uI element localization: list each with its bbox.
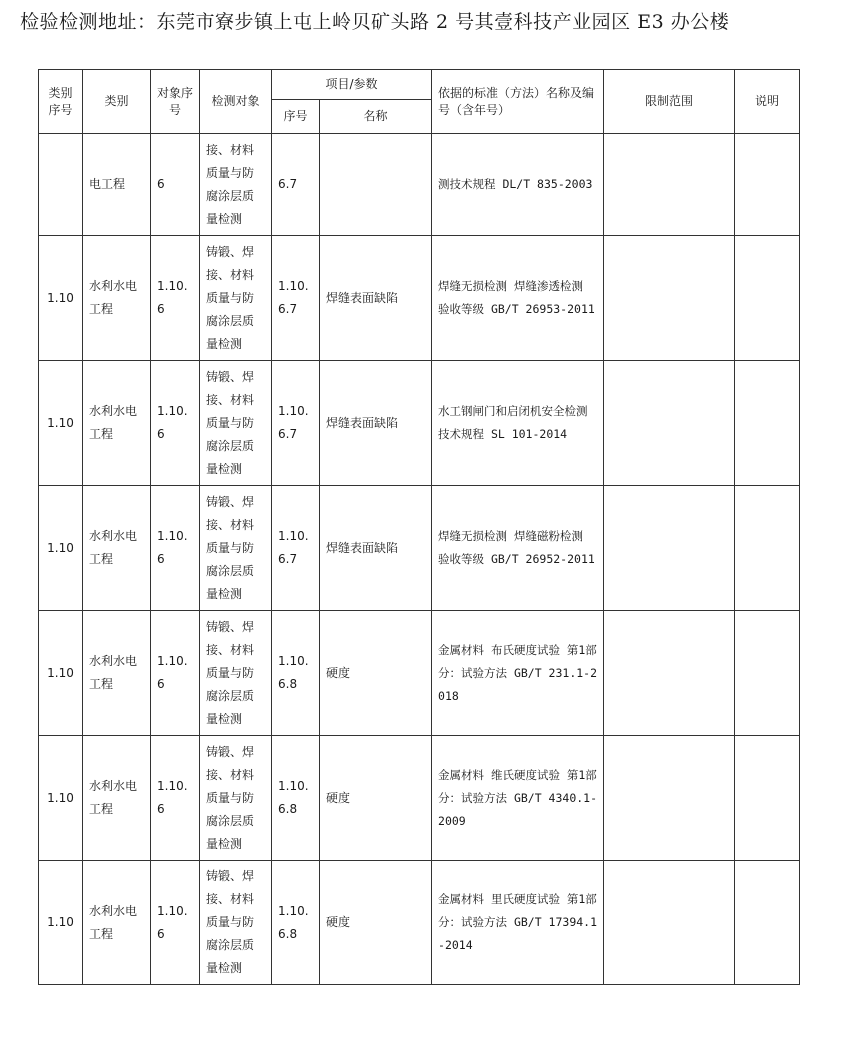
cell-standard: 水工钢闸门和启闭机安全检测技术规程 SL 101-2014 — [432, 361, 604, 486]
cell-limit — [604, 861, 735, 985]
table-row — [39, 236, 800, 361]
cell-object: 接、材料质量与防腐涂层质量检测 — [200, 134, 272, 236]
cell-object-no: 1.10.6 — [151, 486, 200, 611]
cell-standard: 金属材料 维氏硬度试验 第1部分：试验方法 GB/T 4340.1-2009 — [432, 736, 604, 861]
cell-object-no: 1.10.6 — [151, 736, 200, 861]
header-category-no: 类别序号 — [39, 70, 83, 134]
table-row — [39, 361, 800, 486]
cell-category-no: 1.10 — [39, 736, 83, 861]
cell-object-no: 6 — [151, 134, 200, 236]
table-row — [39, 736, 800, 861]
cell-item-no: 1.10.6.8 — [272, 861, 320, 985]
header-category: 类别 — [83, 70, 151, 134]
table-row — [39, 134, 800, 236]
cell-item-name: 硬度 — [320, 611, 432, 736]
cell-object-no: 1.10.6 — [151, 611, 200, 736]
cell-item-name: 硬度 — [320, 861, 432, 985]
cell-category-no: 1.10 — [39, 611, 83, 736]
cell-limit — [604, 236, 735, 361]
cell-standard: 焊缝无损检测 焊缝渗透检测 验收等级 GB/T 26953-2011 — [432, 236, 604, 361]
cell-item-no: 1.10.6.8 — [272, 611, 320, 736]
cell-note — [735, 736, 800, 861]
cell-note — [735, 861, 800, 985]
cell-item-name — [320, 134, 432, 236]
cell-object: 铸锻、焊接、材料质量与防腐涂层质量检测 — [200, 736, 272, 861]
cell-category-no: 1.10 — [39, 861, 83, 985]
cell-limit — [604, 134, 735, 236]
cell-object: 铸锻、焊接、材料质量与防腐涂层质量检测 — [200, 486, 272, 611]
cell-object: 铸锻、焊接、材料质量与防腐涂层质量检测 — [200, 361, 272, 486]
table-row — [39, 861, 800, 985]
cell-standard: 金属材料 布氏硬度试验 第1部分：试验方法 GB/T 231.1-2018 — [432, 611, 604, 736]
cell-category: 水利水电工程 — [83, 736, 151, 861]
table-row — [39, 611, 800, 736]
cell-note — [735, 236, 800, 361]
cell-note — [735, 611, 800, 736]
header-object-no: 对象序号 — [151, 70, 200, 134]
header-item-no: 序号 — [272, 100, 320, 134]
header-item-name: 名称 — [320, 100, 432, 134]
cell-object-no: 1.10.6 — [151, 236, 200, 361]
cell-category-no: 1.10 — [39, 361, 83, 486]
cell-object: 铸锻、焊接、材料质量与防腐涂层质量检测 — [200, 611, 272, 736]
cell-object: 铸锻、焊接、材料质量与防腐涂层质量检测 — [200, 236, 272, 361]
page-title: 检验检测地址：东莞市寮步镇上屯上岭贝矿头路 2 号其壹科技产业园区 E3 办公楼 — [20, 11, 730, 33]
cell-category: 电工程 — [83, 134, 151, 236]
cell-note — [735, 361, 800, 486]
cell-standard: 测技术规程 DL/T 835-2003 — [432, 134, 604, 236]
cell-limit — [604, 486, 735, 611]
cell-category: 水利水电工程 — [83, 486, 151, 611]
cell-object-no: 1.10.6 — [151, 361, 200, 486]
cell-item-no: 1.10.6.7 — [272, 236, 320, 361]
cell-item-no: 1.10.6.8 — [272, 736, 320, 861]
cell-note — [735, 134, 800, 236]
header-item-param: 项目/参数 — [272, 70, 432, 100]
cell-item-no: 1.10.6.7 — [272, 486, 320, 611]
header-limit: 限制范围 — [604, 70, 735, 134]
cell-limit — [604, 361, 735, 486]
cell-category-no — [39, 134, 83, 236]
cell-category: 水利水电工程 — [83, 236, 151, 361]
header-standard: 依据的标准（方法）名称及编号（含年号） — [432, 70, 604, 134]
table-row — [39, 486, 800, 611]
cell-category: 水利水电工程 — [83, 361, 151, 486]
cell-object: 铸锻、焊接、材料质量与防腐涂层质量检测 — [200, 861, 272, 985]
cell-standard: 金属材料 里氏硬度试验 第1部分：试验方法 GB/T 17394.1-2014 — [432, 861, 604, 985]
cell-note — [735, 486, 800, 611]
cell-item-no: 1.10.6.7 — [272, 361, 320, 486]
cell-item-name: 焊缝表面缺陷 — [320, 361, 432, 486]
header-object: 检测对象 — [200, 70, 272, 134]
accreditation-table — [38, 69, 800, 985]
cell-standard: 焊缝无损检测 焊缝磁粉检测 验收等级 GB/T 26952-2011 — [432, 486, 604, 611]
cell-category-no: 1.10 — [39, 236, 83, 361]
cell-item-name: 硬度 — [320, 736, 432, 861]
cell-limit — [604, 736, 735, 861]
cell-item-no: 6.7 — [272, 134, 320, 236]
cell-limit — [604, 611, 735, 736]
cell-item-name: 焊缝表面缺陷 — [320, 486, 432, 611]
cell-category-no: 1.10 — [39, 486, 83, 611]
cell-item-name: 焊缝表面缺陷 — [320, 236, 432, 361]
cell-object-no: 1.10.6 — [151, 861, 200, 985]
cell-category: 水利水电工程 — [83, 861, 151, 985]
cell-category: 水利水电工程 — [83, 611, 151, 736]
header-note: 说明 — [735, 70, 800, 134]
